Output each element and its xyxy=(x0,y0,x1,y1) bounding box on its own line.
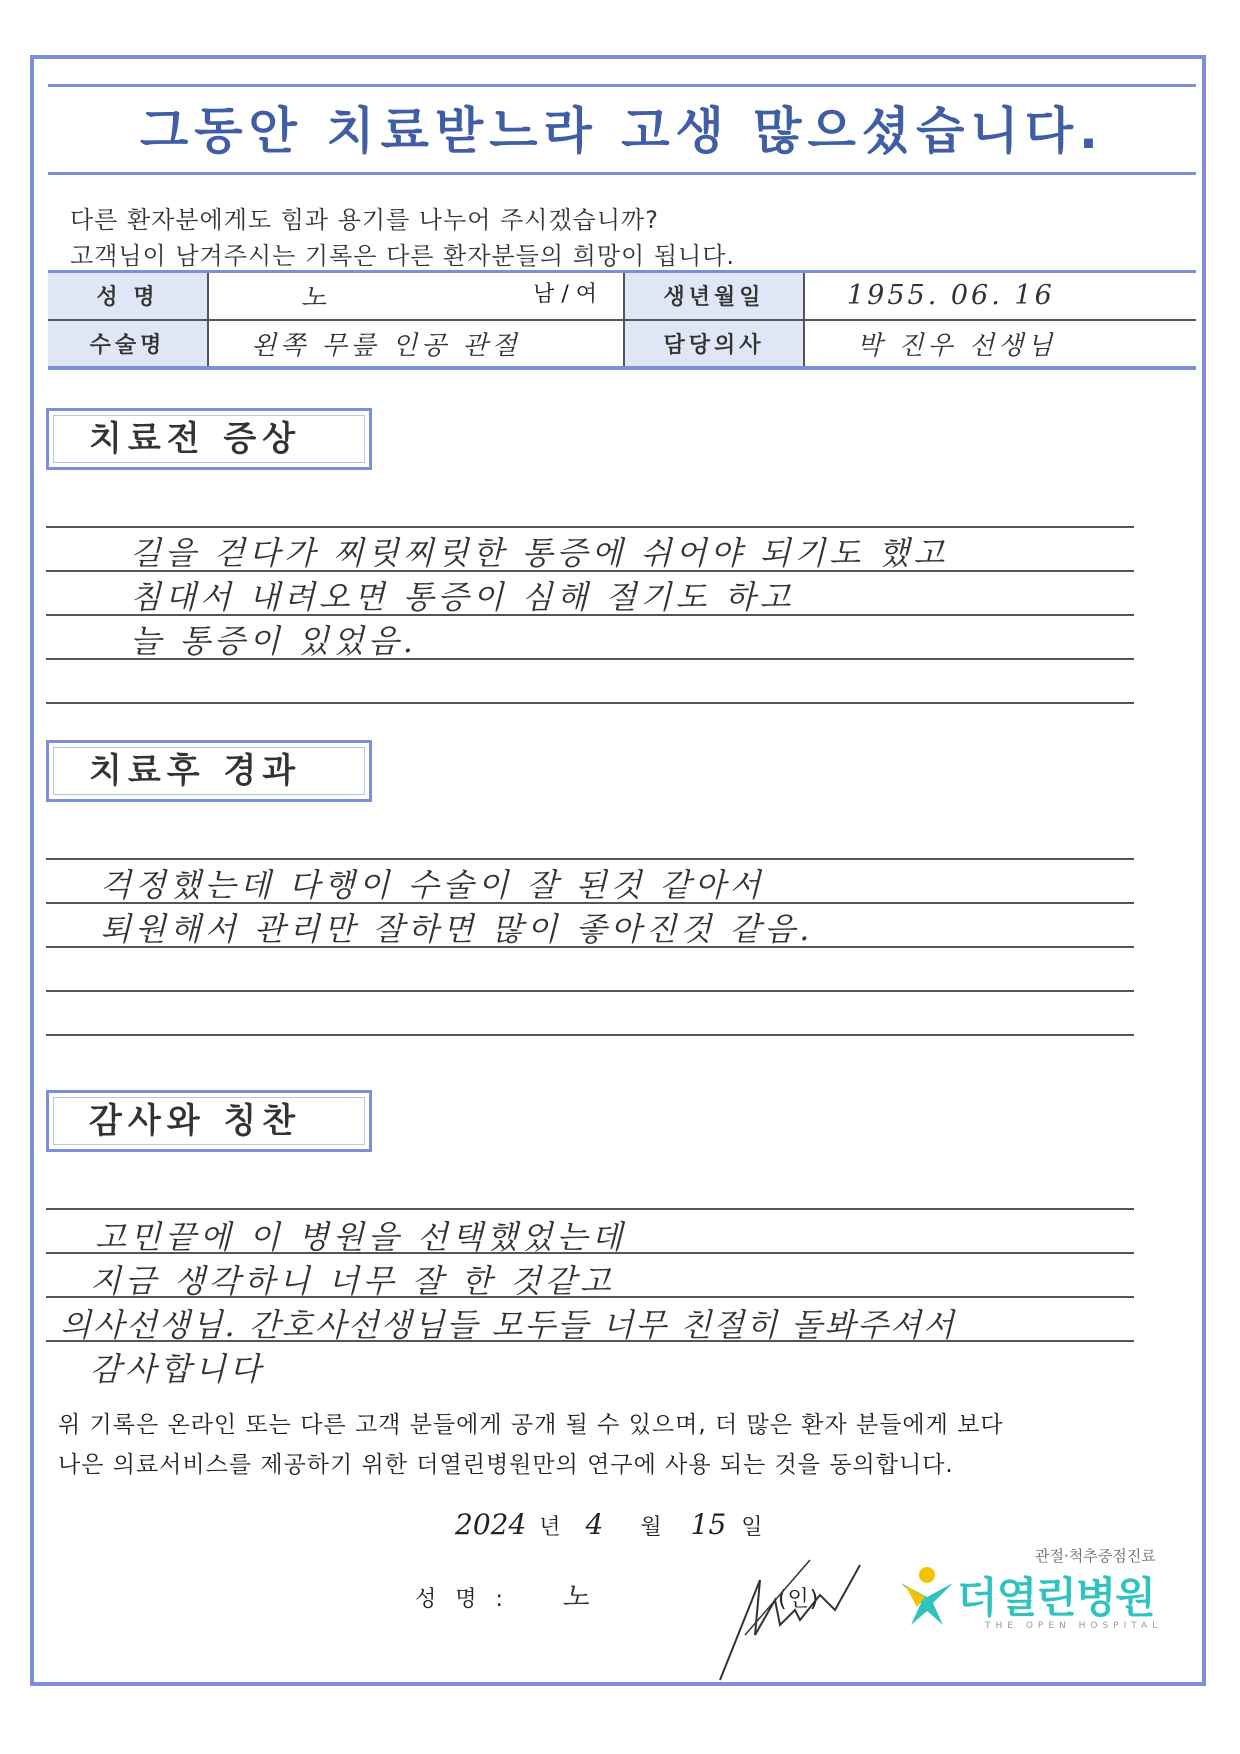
after-text-line-2: 퇴원해서 관리만 잘하면 많이 좋아진것 같음. xyxy=(100,910,814,948)
before-text-line-1: 길을 걷다가 찌릿찌릿한 통증에 쉬어야 되기도 했고 xyxy=(130,534,949,572)
logo-person-icon xyxy=(895,1563,959,1627)
date-year-unit: 년 xyxy=(539,1515,561,1540)
intro-line-1: 다른 환자분에게도 힘과 용기를 나누어 주시겠습니까? xyxy=(70,206,659,234)
doctor-value: 박 진우 선생님 xyxy=(857,330,1057,361)
birth-value: 1955. 06. 16 xyxy=(847,280,1055,312)
name-value: 노 xyxy=(301,283,327,314)
birth-cell xyxy=(804,272,1196,320)
name-label: 성 명 xyxy=(48,272,208,320)
seal-mark: (인) xyxy=(777,1587,820,1612)
consent-line-2: 나은 의료서비스를 제공하기 위한 더열린병원만의 연구에 사용 되는 것을 동의합니다. xyxy=(58,1452,954,1478)
date-year: 2024 xyxy=(455,1508,527,1541)
signature-label: 성 명 : xyxy=(415,1587,509,1612)
logo-tagline: 관절·척추중점진료 xyxy=(1035,1547,1156,1565)
section-after-title: 치료후 경과 xyxy=(46,740,372,802)
date-day: 15 xyxy=(690,1508,727,1541)
writing-line xyxy=(46,990,1134,992)
name-cell xyxy=(208,272,624,320)
date-month-unit: 월 xyxy=(640,1515,662,1540)
page-title: 그동안 치료받느라 고생 많으셨습니다. xyxy=(139,102,1104,160)
date-month: 4 xyxy=(585,1508,604,1541)
gender-value: 남 / 여 xyxy=(533,282,597,308)
surgery-cell xyxy=(208,320,624,368)
before-text-line-2: 침대서 내려오면 통증이 심해 절기도 하고 xyxy=(130,578,795,616)
hospital-logo xyxy=(895,1545,1195,1635)
title-bottom-rule xyxy=(48,172,1196,175)
logo-name: 더열린병원 xyxy=(957,1573,1155,1622)
surgery-label: 수술명 xyxy=(48,320,208,368)
signature-name: 노 xyxy=(561,1580,595,1613)
after-text-line-1: 걱정했는데 다행이 수술이 잘 된것 같아서 xyxy=(100,866,765,904)
before-text-line-3: 늘 통증이 있었음. xyxy=(130,622,417,660)
intro-line-2: 고객님이 남겨주시는 기록은 다른 환자분들의 희망이 됩니다. xyxy=(70,242,736,270)
logo-english: THE OPEN HOSPITAL xyxy=(985,1621,1163,1631)
doctor-label: 담당의사 xyxy=(624,320,804,368)
writing-line xyxy=(46,702,1134,704)
surgery-value: 왼쪽 무릎 인공 관절 xyxy=(251,330,521,361)
title-top-rule xyxy=(48,84,1196,87)
section-before-title: 치료전 증상 xyxy=(46,408,372,470)
writing-line xyxy=(46,1034,1134,1036)
doctor-cell xyxy=(804,320,1196,368)
thanks-text-line-2: 지금 생각하니 너무 잘 한 것같고 xyxy=(90,1262,615,1300)
consent-line-1: 위 기록은 온라인 또는 다른 고객 분들에게 공개 될 수 있으며, 더 많은 환자 분들에게 보다 xyxy=(58,1412,1004,1438)
signature-scribble xyxy=(700,1540,880,1690)
thanks-text-line-4: 감사합니다 xyxy=(90,1350,265,1388)
section-thanks-title: 감사와 칭찬 xyxy=(46,1090,372,1152)
birth-label: 생년월일 xyxy=(624,272,804,320)
date-day-unit: 일 xyxy=(741,1515,763,1540)
thanks-text-line-1: 고민끝에 이 병원을 선택했었는데 xyxy=(95,1218,627,1256)
writing-line xyxy=(46,1208,1134,1210)
thanks-text-line-3: 의사선생님. 간호사선생님들 모두들 너무 친절히 돌봐주셔서 xyxy=(60,1306,956,1344)
patient-info-table xyxy=(48,270,1196,370)
signature-date xyxy=(455,1508,763,1541)
